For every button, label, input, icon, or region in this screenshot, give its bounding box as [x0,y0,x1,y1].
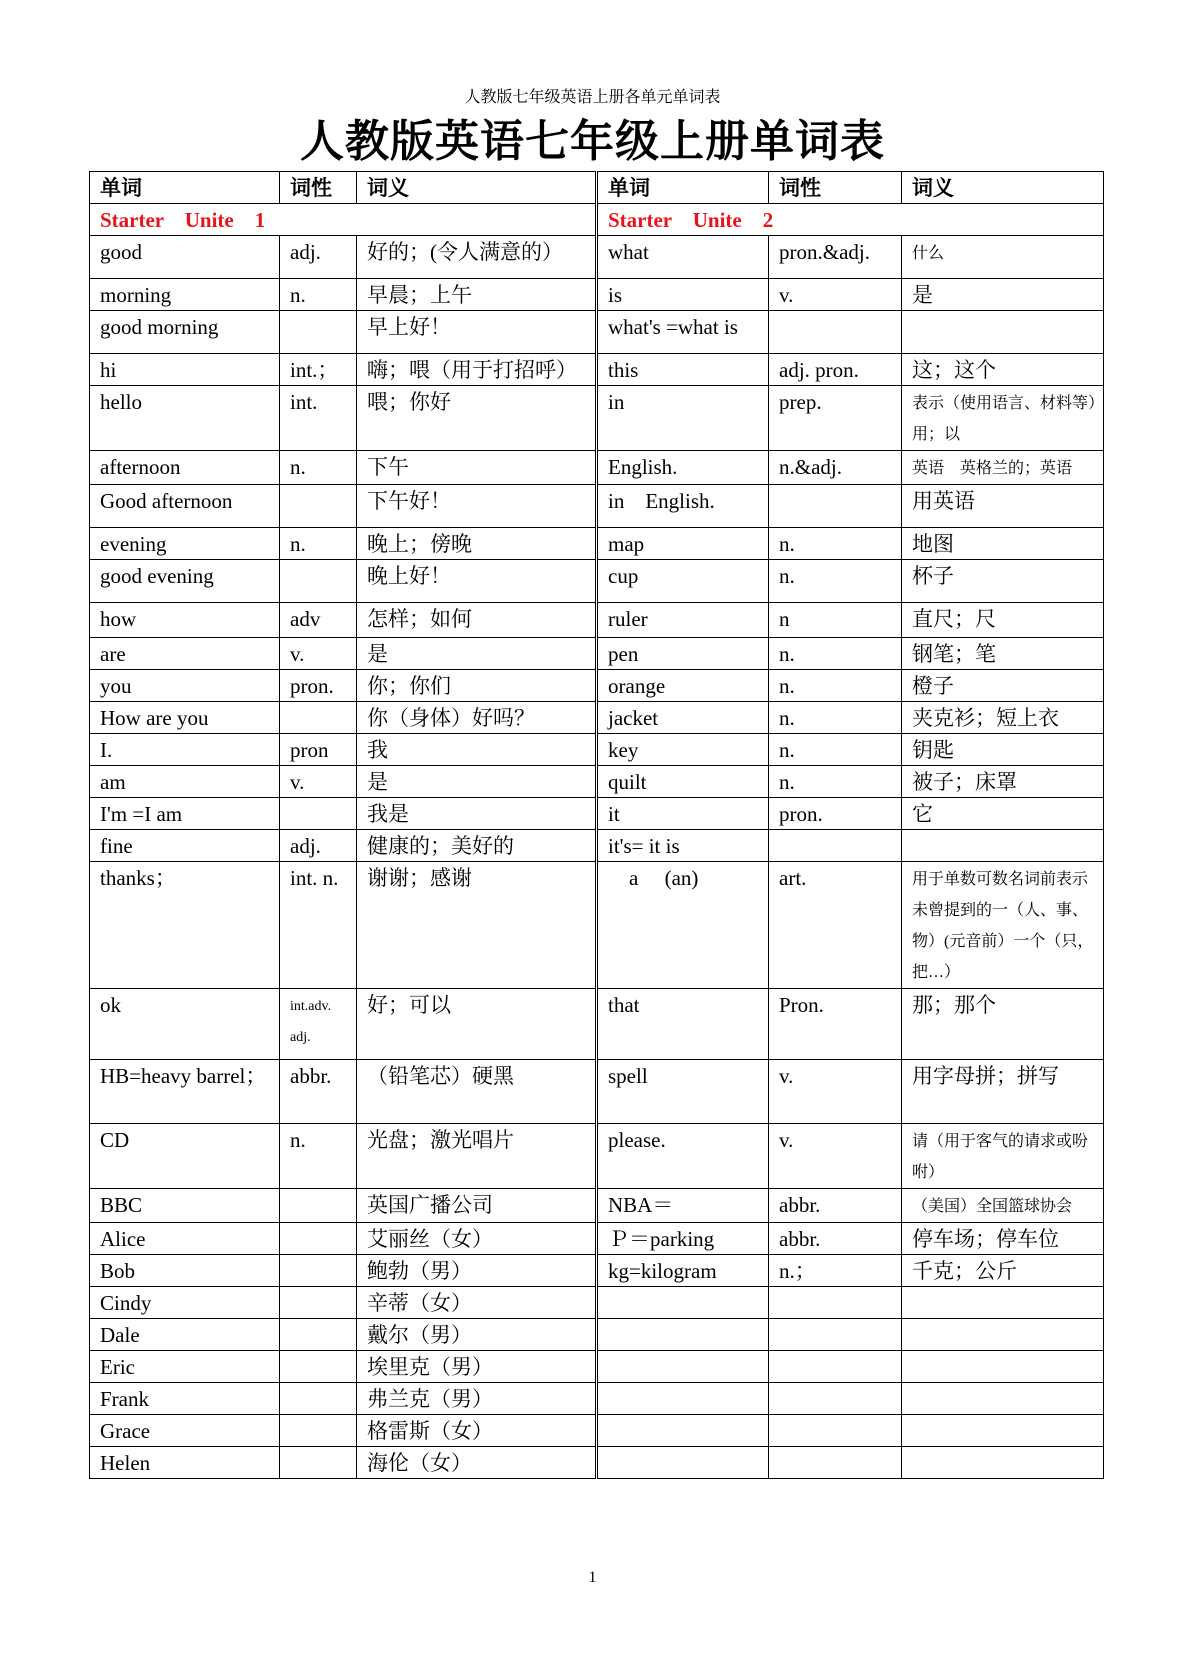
table-row [90,766,1104,798]
pos-cell-left: n. [280,528,357,560]
meaning-cell-left: 谢谢；感谢 [357,862,597,989]
pos-cell-left [280,560,357,603]
meaning-cell-left: 光盘；激光唱片 [357,1124,597,1189]
meaning-cell-left: 海伦（女） [357,1447,597,1479]
meaning-cell-right: 用于单数可数名词前表示未曾提到的一（人、事、物）(元音前）一个（只，把…） [902,862,1104,989]
pos-cell-left [280,1351,357,1383]
pos-cell-right: abbr. [769,1189,902,1223]
pos-cell-right: prep. [769,386,902,451]
header-meaning-left: 词义 [357,172,597,204]
pos-cell-left [280,1415,357,1447]
word-cell-right [597,1383,769,1415]
pos-cell-left [280,1223,357,1255]
header-row [90,172,1104,204]
meaning-cell-right: 它 [902,798,1104,830]
word-cell-left: good morning [90,311,280,354]
pos-cell-right: n. [769,702,902,734]
table-row [90,638,1104,670]
pos-cell-right: v. [769,1124,902,1189]
page-number: 1 [588,1569,597,1586]
pos-cell-left: v. [280,766,357,798]
pos-cell-right: pron.&adj. [769,236,902,279]
word-cell-left: good evening [90,560,280,603]
table-row [90,798,1104,830]
meaning-cell-right: 橙子 [902,670,1104,702]
word-cell-right: cup [597,560,769,603]
word-cell-left: I. [90,734,280,766]
table-row [90,354,1104,386]
pos-cell-left: adj. [280,830,357,862]
pos-cell-right [769,485,902,528]
word-cell-right: it [597,798,769,830]
meaning-cell-right: 什么 [902,236,1104,279]
pos-cell-left [280,1383,357,1415]
meaning-cell-right: 请（用于客气的请求或吩咐） [902,1124,1104,1189]
pos-cell-right: adj. pron. [769,354,902,386]
word-cell-right: orange [597,670,769,702]
meaning-cell-right: （美国）全国篮球协会 [902,1189,1104,1223]
pos-cell-right: n. [769,766,902,798]
table-row [90,1415,1104,1447]
pos-cell-left: int. n. [280,862,357,989]
meaning-cell-left: 晚上；傍晚 [357,528,597,560]
word-cell-right: ruler [597,603,769,638]
pos-cell-right [769,311,902,354]
table-row [90,560,1104,603]
pos-cell-left: v. [280,638,357,670]
table-row [90,702,1104,734]
pos-cell-left [280,1319,357,1351]
pos-cell-left: int.； [280,354,357,386]
meaning-cell-left: 英国广播公司 [357,1189,597,1223]
table-row [90,670,1104,702]
word-cell-right: quilt [597,766,769,798]
meaning-cell-left: 健康的；美好的 [357,830,597,862]
meaning-cell-right: 夹克衫；短上衣 [902,702,1104,734]
table-row [90,236,1104,279]
word-cell-right: is [597,279,769,311]
word-cell-right [597,1415,769,1447]
word-cell-left: evening [90,528,280,560]
pos-cell-left [280,1255,357,1287]
table-row [90,1319,1104,1351]
pos-cell-left: adv [280,603,357,638]
meaning-cell-left: 是 [357,766,597,798]
meaning-cell-left: 你；你们 [357,670,597,702]
pos-cell-left: n. [280,451,357,485]
running-header: 人教版七年级英语上册各单元单词表 [464,89,721,106]
word-cell-left: am [90,766,280,798]
header-pos-right: 词性 [769,172,902,204]
table-row [90,1060,1104,1124]
meaning-cell-right [902,1351,1104,1383]
pos-cell-right: pron. [769,798,902,830]
word-cell-left: good [90,236,280,279]
word-cell-right: NBA＝ [597,1189,769,1223]
pos-cell-right: art. [769,862,902,989]
pos-cell-left [280,798,357,830]
pos-cell-left: n. [280,279,357,311]
pos-cell-right: v. [769,279,902,311]
pos-cell-right: n [769,603,902,638]
word-cell-right: a (an) [597,862,769,989]
pos-cell-left: pron [280,734,357,766]
meaning-cell-right: 直尺；尺 [902,603,1104,638]
table-row [90,1351,1104,1383]
meaning-cell-left: 弗兰克（男） [357,1383,597,1415]
meaning-cell-left: 喂；你好 [357,386,597,451]
word-cell-left: are [90,638,280,670]
table-row [90,1287,1104,1319]
meaning-cell-left: （铅笔芯）硬黑 [357,1060,597,1124]
word-cell-right: map [597,528,769,560]
word-cell-right: that [597,989,769,1060]
table-row [90,1383,1104,1415]
pos-cell-right [769,830,902,862]
pos-cell-right [769,1383,902,1415]
word-cell-left: you [90,670,280,702]
word-cell-left: BBC [90,1189,280,1223]
pos-cell-right: n. [769,734,902,766]
pos-cell-right: n. [769,638,902,670]
meaning-cell-left: 我 [357,734,597,766]
meaning-cell-left: 早上好！ [357,311,597,354]
table-row [90,1223,1104,1255]
table-row [90,989,1104,1060]
word-cell-right: spell [597,1060,769,1124]
table-row [90,862,1104,989]
word-cell-left: afternoon [90,451,280,485]
table-row [90,311,1104,354]
meaning-cell-right [902,311,1104,354]
meaning-cell-right: 停车场；停车位 [902,1223,1104,1255]
word-cell-left: how [90,603,280,638]
pos-cell-right [769,1351,902,1383]
word-cell-right: what's =what is [597,311,769,354]
word-cell-right: jacket [597,702,769,734]
pos-cell-left [280,311,357,354]
page-title: 人教版英语七年级上册单词表 [300,117,885,166]
meaning-cell-left: 你（身体）好吗？ [357,702,597,734]
table-row [90,603,1104,638]
word-cell-right: pen [597,638,769,670]
meaning-cell-right: 那；那个 [902,989,1104,1060]
meaning-cell-right [902,1287,1104,1319]
word-cell-right: in English. [597,485,769,528]
word-cell-left: HB=heavy barrel； [90,1060,280,1124]
table-row [90,734,1104,766]
pos-cell-left: abbr. [280,1060,357,1124]
table-row [90,485,1104,528]
word-cell-right: it's= it is [597,830,769,862]
word-cell-right: key [597,734,769,766]
word-cell-left: hi [90,354,280,386]
meaning-cell-left: 埃里克（男） [357,1351,597,1383]
word-cell-right: English. [597,451,769,485]
meaning-cell-right [902,1447,1104,1479]
meaning-cell-right: 用字母拼；拼写 [902,1060,1104,1124]
pos-cell-right: n. [769,670,902,702]
word-cell-left: Frank [90,1383,280,1415]
word-cell-left: Cindy [90,1287,280,1319]
word-cell-right: what [597,236,769,279]
table-row [90,1447,1104,1479]
pos-cell-right: v. [769,1060,902,1124]
word-cell-right [597,1447,769,1479]
pos-cell-left [280,1189,357,1223]
meaning-cell-right: 英语 英格兰的；英语 [902,451,1104,485]
meaning-cell-left: 晚上好！ [357,560,597,603]
meaning-cell-left: 戴尔（男） [357,1319,597,1351]
word-cell-left: CD [90,1124,280,1189]
meaning-cell-right: 钥匙 [902,734,1104,766]
meaning-cell-right [902,1383,1104,1415]
meaning-cell-left: 是 [357,638,597,670]
word-cell-right [597,1351,769,1383]
meaning-cell-right: 地图 [902,528,1104,560]
meaning-cell-right [902,1319,1104,1351]
pos-cell-left [280,1447,357,1479]
meaning-cell-left: 嗨；喂（用于打招呼） [357,354,597,386]
word-cell-right: this [597,354,769,386]
word-cell-left: Helen [90,1447,280,1479]
word-cell-left: ok [90,989,280,1060]
word-cell-right: Ｐ＝parking [597,1223,769,1255]
meaning-cell-right: 千克；公斤 [902,1255,1104,1287]
table-row [90,1189,1104,1223]
pos-cell-left: int. [280,386,357,451]
word-cell-right: in [597,386,769,451]
meaning-cell-left: 好；可以 [357,989,597,1060]
pos-cell-right: n. [769,528,902,560]
word-cell-left: morning [90,279,280,311]
word-cell-left: Alice [90,1223,280,1255]
unit-label-right: Starter Unite 2 [597,204,1104,236]
meaning-cell-left: 鲍勃（男） [357,1255,597,1287]
table-row [90,1255,1104,1287]
pos-cell-right: n.&adj. [769,451,902,485]
word-cell-right [597,1287,769,1319]
meaning-cell-left: 下午好！ [357,485,597,528]
pos-cell-right [769,1287,902,1319]
pos-cell-left [280,485,357,528]
meaning-cell-left: 早晨；上午 [357,279,597,311]
pos-cell-left: int.adv. adj. [280,989,357,1060]
meaning-cell-right: 表示（使用语言、材料等）用；以 [902,386,1104,451]
pos-cell-right: Pron. [769,989,902,1060]
meaning-cell-right: 是 [902,279,1104,311]
word-cell-left: How are you [90,702,280,734]
header-meaning-right: 词义 [902,172,1104,204]
pos-cell-left: adj. [280,236,357,279]
meaning-cell-right: 杯子 [902,560,1104,603]
table-row [90,386,1104,451]
meaning-cell-right: 这；这个 [902,354,1104,386]
header-pos-left: 词性 [280,172,357,204]
header-word-right: 单词 [597,172,769,204]
unit-row [90,204,1104,236]
pos-cell-right [769,1319,902,1351]
header-word-left: 单词 [90,172,280,204]
table-row [90,1124,1104,1189]
meaning-cell-left: 下午 [357,451,597,485]
word-cell-left: Eric [90,1351,280,1383]
pos-cell-right [769,1415,902,1447]
pos-cell-left: n. [280,1124,357,1189]
meaning-cell-right: 钢笔；笔 [902,638,1104,670]
word-cell-right: kg=kilogram [597,1255,769,1287]
meaning-cell-right [902,1415,1104,1447]
meaning-cell-left: 辛蒂（女） [357,1287,597,1319]
pos-cell-right: n.； [769,1255,902,1287]
word-cell-left: Grace [90,1415,280,1447]
word-cell-left: thanks； [90,862,280,989]
pos-cell-left [280,702,357,734]
meaning-cell-left: 怎样；如何 [357,603,597,638]
pos-cell-right: n. [769,560,902,603]
word-cell-right [597,1319,769,1351]
pos-cell-right: abbr. [769,1223,902,1255]
meaning-cell-left: 格雷斯（女） [357,1415,597,1447]
meaning-cell-left: 好的；(令人满意的） [357,236,597,279]
pos-cell-left [280,1287,357,1319]
word-cell-left: hello [90,386,280,451]
table-row [90,528,1104,560]
word-cell-left: fine [90,830,280,862]
word-cell-left: Good afternoon [90,485,280,528]
table-row [90,279,1104,311]
word-cell-left: Bob [90,1255,280,1287]
meaning-cell-left: 艾丽丝（女） [357,1223,597,1255]
word-cell-left: Dale [90,1319,280,1351]
meaning-cell-left: 我是 [357,798,597,830]
meaning-cell-right: 用英语 [902,485,1104,528]
table-row [90,830,1104,862]
word-cell-right: please. [597,1124,769,1189]
meaning-cell-right: 被子；床罩 [902,766,1104,798]
word-cell-left: I'm =I am [90,798,280,830]
vocabulary-table [89,171,1104,1479]
pos-cell-left: pron. [280,670,357,702]
unit-label-left: Starter Unite 1 [90,204,597,236]
pos-cell-right [769,1447,902,1479]
table-row [90,451,1104,485]
meaning-cell-right [902,830,1104,862]
